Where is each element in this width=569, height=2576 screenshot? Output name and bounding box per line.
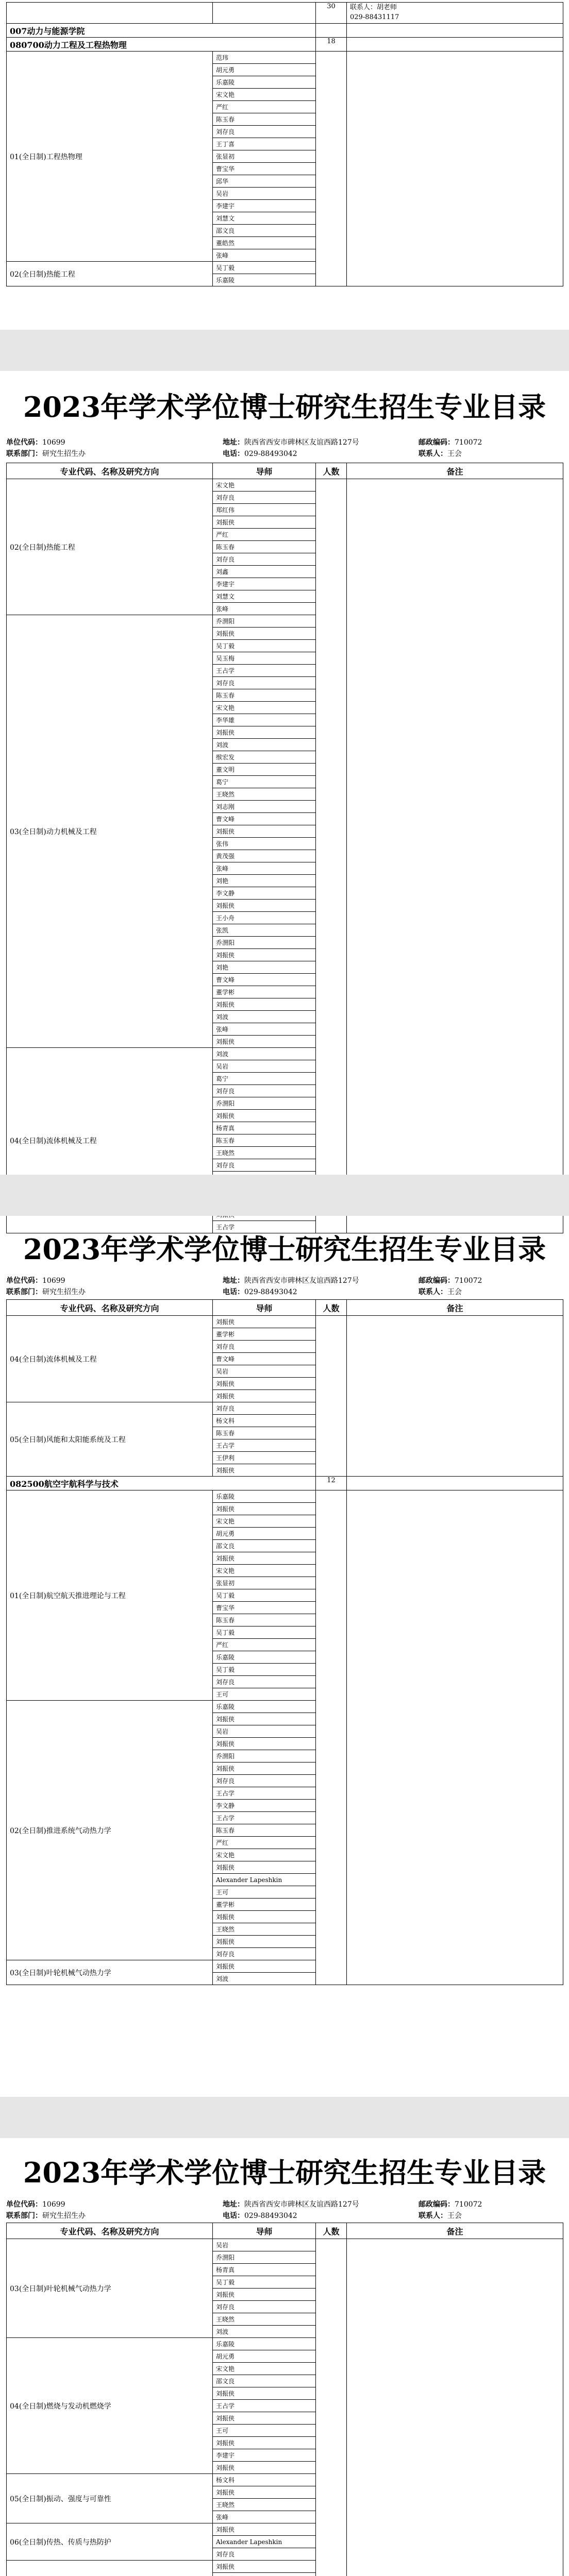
advisor-name: 张显初 [213, 1577, 316, 1589]
header-direction: 专业代码、名称及研究方向 [7, 2223, 213, 2239]
advisor-name: 董学彬 [213, 1899, 316, 1911]
count-cell [316, 479, 347, 1233]
count-cell: 12 [316, 1477, 347, 1490]
advisor-name: 刘波 [213, 1048, 316, 1060]
advisor-name: 胡元勇 [213, 2350, 316, 2363]
advisor-name: 乔渭阳 [213, 2251, 316, 2264]
major-row [7, 1477, 563, 1490]
advisor-name: 吴岩 [213, 188, 316, 200]
catalog-table-page-4 [6, 2223, 563, 2576]
advisor-name: 王可 [213, 1886, 316, 1899]
advisor-name: 刘鑫 [213, 566, 316, 578]
advisor-name: 刘振侠 [213, 1936, 316, 1948]
advisor-name: 葛宁 [213, 1073, 316, 1085]
advisor-name: 刘振侠 [213, 2437, 316, 2449]
research-direction: 03(全日制)动力机械及工程 [7, 615, 213, 1048]
advisor-name: 王晓然 [213, 1923, 316, 1936]
advisor-name: 王小舟 [213, 912, 316, 924]
advisor-name: 张峰 [213, 603, 316, 615]
advisor-name: 刘振侠 [213, 2523, 316, 2536]
header-note: 备注 [347, 463, 563, 479]
advisor-name: 刘振侠 [213, 1960, 316, 1973]
advisor-name: 张凯 [213, 924, 316, 937]
advisor-name: 王占学 [213, 665, 316, 677]
advisor-name: 杨青真 [213, 2264, 316, 2276]
advisor-name: 刘存良 [213, 1676, 316, 1688]
advisor-name: 张峰 [213, 1023, 316, 1036]
advisor-name: 宋文艳 [213, 1849, 316, 1861]
advisor-name: 曹文峰 [213, 974, 316, 986]
advisor-name: 吴丁毅 [213, 262, 316, 274]
advisor-name: 宋文艳 [213, 1515, 316, 1528]
header-note: 备注 [347, 2223, 563, 2239]
advisor-name: 邵文良 [213, 1540, 316, 1552]
advisor-name: 张伟 [213, 838, 316, 850]
advisor-name: 董皓然 [213, 237, 316, 249]
advisor-name: 张峰 [213, 862, 316, 875]
blank-cell [7, 3, 213, 24]
major-name: 080700动力工程及工程热物理 [7, 38, 316, 52]
research-direction: 06(全日制)传热、传质与热防护 [7, 2523, 213, 2561]
school-name: 007动力与能源学院 [7, 24, 316, 38]
advisor-name: 郑红伟 [213, 504, 316, 516]
advisor-name: 刘慧文 [213, 590, 316, 603]
advisor-name: 刘振侠 [213, 2462, 316, 2474]
header-advisor: 导师 [213, 1300, 316, 1316]
advisor-name: 王丁喜 [213, 138, 316, 150]
advisor-name: 胡元勇 [213, 64, 316, 76]
header-advisor: 导师 [213, 2223, 316, 2239]
advisor-name: 曹宝华 [213, 163, 316, 175]
advisor-name: 陈玉春 [213, 113, 316, 126]
advisor-name: 刘存良 [213, 126, 316, 138]
advisor-name: 邵文良 [213, 225, 316, 237]
advisor-name: 刘波 [213, 1011, 316, 1023]
advisor-name: 李文静 [213, 887, 316, 900]
advisor-name: 乐嘉陵 [213, 76, 316, 89]
note-phone: 029-88431117 [350, 13, 399, 21]
advisor-name: 刘振侠 [213, 1552, 316, 1565]
advisor-name: 李文静 [213, 1800, 316, 1812]
advisor-name: 张显初 [213, 150, 316, 163]
advisor-name: 张峰 [213, 249, 316, 262]
advisor-name: 严红 [213, 1837, 316, 1849]
advisor-name: 刘存良 [213, 1341, 316, 1353]
research-direction: 01(全日制)工程热物理 [7, 52, 213, 262]
research-direction: 04(全日制)燃烧与发动机燃烧学 [7, 2338, 213, 2474]
advisor-name: 严红 [213, 101, 316, 113]
advisor-name: 刘存良 [213, 553, 316, 566]
note-cell [347, 1477, 563, 1490]
note-contact: 联系人：胡老师 [350, 4, 397, 11]
advisor-name: 刘慧文 [213, 212, 316, 225]
advisor-name: 刘振侠 [213, 2289, 316, 2301]
advisor-name: 刘波 [213, 739, 316, 751]
advisor-name: 陈玉春 [213, 689, 316, 702]
advisor-name: 陈玉春 [213, 1134, 316, 1147]
advisor-name: 王占学 [213, 1439, 316, 1452]
research-direction: 05(全日制)振动、强度与可靠性 [7, 2474, 213, 2523]
advisor-name: 曹文峰 [213, 813, 316, 825]
advisor-name: 王晓然 [213, 1147, 316, 1159]
major-name: 082500航空宇航科学与技术 [7, 1477, 316, 1490]
note-cell [347, 38, 563, 52]
advisor-name: 吴丁毅 [213, 1664, 316, 1676]
blank-cell [213, 3, 316, 24]
note-cell [347, 479, 563, 1233]
advisor-name: 刘振侠 [213, 628, 316, 640]
advisor-name: 王晓然 [213, 2313, 316, 2326]
advisor-name: 董学彬 [213, 1328, 316, 1341]
advisor-name: 缑宏发 [213, 751, 316, 764]
advisor-name: 葛宁 [213, 776, 316, 788]
advisor-name: 吴丁毅 [213, 1626, 316, 1639]
advisor-name: 刘振侠 [213, 1713, 316, 1725]
advisor-name: 刘振侠 [213, 2561, 316, 2573]
count-cell: 30 [316, 3, 347, 24]
advisor-name: 刘存良 [213, 1775, 316, 1787]
contact: 王会 [447, 450, 462, 458]
advisor-name: 刘振侠 [213, 1738, 316, 1750]
advisor-name: 邵文良 [213, 2375, 316, 2387]
advisor-name: 宋文艳 [213, 702, 316, 714]
advisor-name: 宋文艳 [213, 2363, 316, 2375]
dept: 研究生招生办 [42, 450, 86, 458]
advisor-name: 黄茂强 [213, 850, 316, 862]
advisor-name: 乐嘉陵 [213, 1701, 316, 1713]
address: 陕西省西安市碑林区友谊西路127号 [244, 438, 359, 447]
advisor-name: 张峰 [213, 2511, 316, 2523]
research-direction: 01(全日制)航空航天推进理论与工程 [7, 1490, 213, 1701]
advisor-name: 刘振侠 [213, 1036, 316, 1048]
advisor-name: 吴丁毅 [213, 1589, 316, 1602]
advisor-name: 董文明 [213, 764, 316, 776]
advisor-name: 吴岩 [213, 2239, 316, 2251]
advisor-name: 李建宇 [213, 2449, 316, 2462]
table-row [7, 1490, 563, 1503]
advisor-name: 乔渭阳 [213, 1750, 316, 1762]
advisor-name: 吴丁毅 [213, 640, 316, 652]
advisor-name: 王晓然 [213, 788, 316, 801]
advisor-name: 杨青真 [213, 1122, 316, 1134]
advisor-name: 刘波 [213, 1973, 316, 1985]
count-cell [316, 2239, 347, 2576]
catalog-table-page-2 [6, 463, 563, 1233]
advisor-name: 刘振侠 [213, 949, 316, 961]
major-row [7, 38, 563, 52]
note-cell [347, 3, 563, 24]
header-count: 人数 [316, 463, 347, 479]
advisor-name: 刘振侠 [213, 1911, 316, 1923]
advisor-name: 刘存良 [213, 2301, 316, 2313]
research-direction: 02(全日制)热能工程 [7, 479, 213, 615]
advisor-name: 宋文艳 [213, 479, 316, 492]
catalog-table-page-1 [6, 2, 563, 286]
advisor-name: 胡元勇 [213, 1528, 316, 1540]
advisor-name: 刘振侠 [213, 2412, 316, 2425]
research-direction: 03(全日制)叶轮机械气动热力学 [7, 1960, 213, 1985]
advisor-name: 吴岩 [213, 1725, 316, 1738]
count-cell [316, 1316, 347, 1477]
advisor-name: 刘振侠 [213, 1861, 316, 1874]
advisor-name [213, 2573, 316, 2576]
advisor-name: 刘存良 [213, 1948, 316, 1960]
advisor-name: 刘存良 [213, 492, 316, 504]
research-direction: 04(全日制)流体机械及工程 [7, 1316, 213, 1402]
research-direction: 02(全日制)推进系统气动热力学 [7, 1701, 213, 1960]
advisor-name: 陈玉春 [213, 1614, 316, 1626]
note-cell [347, 1490, 563, 1985]
advisor-name: 陈玉春 [213, 541, 316, 553]
research-direction: 04(全日制)流体机械及工程 [7, 1048, 213, 1233]
advisor-name: 刘振侠 [213, 998, 316, 1011]
advisor-name: 刘振侠 [213, 1390, 316, 1402]
header-count: 人数 [316, 2223, 347, 2239]
advisor-name: 刘艳 [213, 875, 316, 887]
advisor-name: 王伊利 [213, 1452, 316, 1464]
advisor-name: 刘振侠 [213, 516, 316, 529]
advisor-name: 严红 [213, 529, 316, 541]
page-gap [0, 1175, 569, 1216]
advisor-name: 李建宇 [213, 578, 316, 590]
research-direction [7, 2561, 213, 2576]
page-gap [0, 330, 569, 371]
advisor-name: 乐嘉陵 [213, 1490, 316, 1503]
advisor-name: 乔渭阳 [213, 937, 316, 949]
advisor-name: 王可 [213, 1688, 316, 1701]
table-row [7, 2239, 563, 2251]
advisor-name: 王占学 [213, 2400, 316, 2412]
advisor-name: 刘振侠 [213, 1316, 316, 1328]
advisor-name: 刘存良 [213, 677, 316, 689]
table-header-row [7, 1300, 563, 1316]
advisor-name: 王晓然 [213, 2499, 316, 2511]
advisor-name: 刘存良 [213, 1159, 316, 1172]
advisor-name: 严红 [213, 1639, 316, 1651]
school-row [7, 24, 563, 38]
advisor-name: 乔渭阳 [213, 1097, 316, 1110]
advisor-name: 刘振侠 [213, 2387, 316, 2400]
note-cell [347, 1316, 563, 1477]
advisor-name: 刘振侠 [213, 726, 316, 739]
advisor-name: 李建宇 [213, 200, 316, 212]
header-note: 备注 [347, 1300, 563, 1316]
header-count: 人数 [316, 1300, 347, 1316]
advisor-name: 刘艳 [213, 961, 316, 974]
advisor-name: Alexander Lapeshkin [213, 2536, 316, 2548]
advisor-name: 刘振侠 [213, 1464, 316, 1477]
advisor-name: 乐嘉陵 [213, 1651, 316, 1664]
page-title: 2023年学术学位博士研究生招生专业目录 [23, 1233, 546, 1266]
advisor-name: 刘振侠 [213, 1503, 316, 1515]
advisor-name: 范玮 [213, 52, 316, 64]
phone: 029-88493042 [244, 450, 297, 458]
advisor-name: 刘存良 [213, 2548, 316, 2561]
advisor-name: 乔渭阳 [213, 615, 316, 628]
table-header-row [7, 2223, 563, 2239]
advisor-name: 乐嘉陵 [213, 2338, 316, 2350]
header-direction: 专业代码、名称及研究方向 [7, 1300, 213, 1316]
advisor-name: 王占学 [213, 1787, 316, 1800]
advisor-name: 刘振侠 [213, 2486, 316, 2499]
advisor-name: 陈玉春 [213, 1427, 316, 1439]
note-cell [347, 52, 563, 286]
advisor-name: 李华雄 [213, 714, 316, 726]
unit-code: 10699 [42, 438, 65, 447]
continuation-row [7, 3, 563, 24]
advisor-name: 吴岩 [213, 1060, 316, 1073]
postcode: 710072 [455, 438, 482, 447]
advisor-name: 刘振侠 [213, 1378, 316, 1390]
advisor-name: 王可 [213, 2425, 316, 2437]
page-gap [0, 2097, 569, 2138]
advisor-name: 王占学 [213, 1812, 316, 1824]
advisor-name: 杨文科 [213, 1415, 316, 1427]
advisor-name: 刘振侠 [213, 900, 316, 912]
advisor-name: 刘振侠 [213, 1110, 316, 1122]
advisor-name: 吴玉梅 [213, 652, 316, 665]
advisor-name: 刘波 [213, 2326, 316, 2338]
note-cell [347, 24, 563, 38]
page-title: 2023年学术学位博士研究生招生专业目录 [23, 391, 546, 423]
advisor-name: 董学彬 [213, 986, 316, 998]
advisor-name: Alexander Lapeshkin [213, 1874, 316, 1886]
advisor-name: 刘振侠 [213, 825, 316, 838]
advisor-name: 曹宝华 [213, 1602, 316, 1614]
advisor-name: 宋文艳 [213, 1565, 316, 1577]
advisor-name: 宋文艳 [213, 89, 316, 101]
advisor-name: 陈玉春 [213, 1824, 316, 1837]
advisor-name: 刘志刚 [213, 801, 316, 813]
catalog-table-page-3 [6, 1299, 563, 1985]
note-cell [347, 2239, 563, 2576]
research-direction: 03(全日制)叶轮机械气动热力学 [7, 2239, 213, 2338]
advisor-name: 乐嘉陵 [213, 274, 316, 286]
advisor-name: 刘振侠 [213, 1762, 316, 1775]
research-direction: 02(全日制)热能工程 [7, 262, 213, 286]
count-cell [316, 1490, 347, 1985]
count-cell: 18 [316, 38, 347, 52]
advisor-name: 刘存良 [213, 1085, 316, 1097]
table-row [7, 1316, 563, 1328]
count-cell [316, 52, 347, 286]
advisor-name: 曹文峰 [213, 1353, 316, 1365]
advisor-name: 邱华 [213, 175, 316, 188]
table-row [7, 479, 563, 492]
count-cell [316, 24, 347, 38]
header-direction: 专业代码、名称及研究方向 [7, 463, 213, 479]
table-row [7, 52, 563, 64]
research-direction: 05(全日制)风能和太阳能系统及工程 [7, 1402, 213, 1477]
advisor-name: 吴岩 [213, 1365, 316, 1378]
header-advisor: 导师 [213, 463, 316, 479]
page-title: 2023年学术学位博士研究生招生专业目录 [23, 2156, 546, 2189]
advisor-name: 王占学 [213, 1221, 316, 1233]
advisor-name: 杨文科 [213, 2474, 316, 2486]
advisor-name: 吴丁毅 [213, 2276, 316, 2289]
advisor-name: 刘存良 [213, 1402, 316, 1415]
table-header-row [7, 463, 563, 479]
